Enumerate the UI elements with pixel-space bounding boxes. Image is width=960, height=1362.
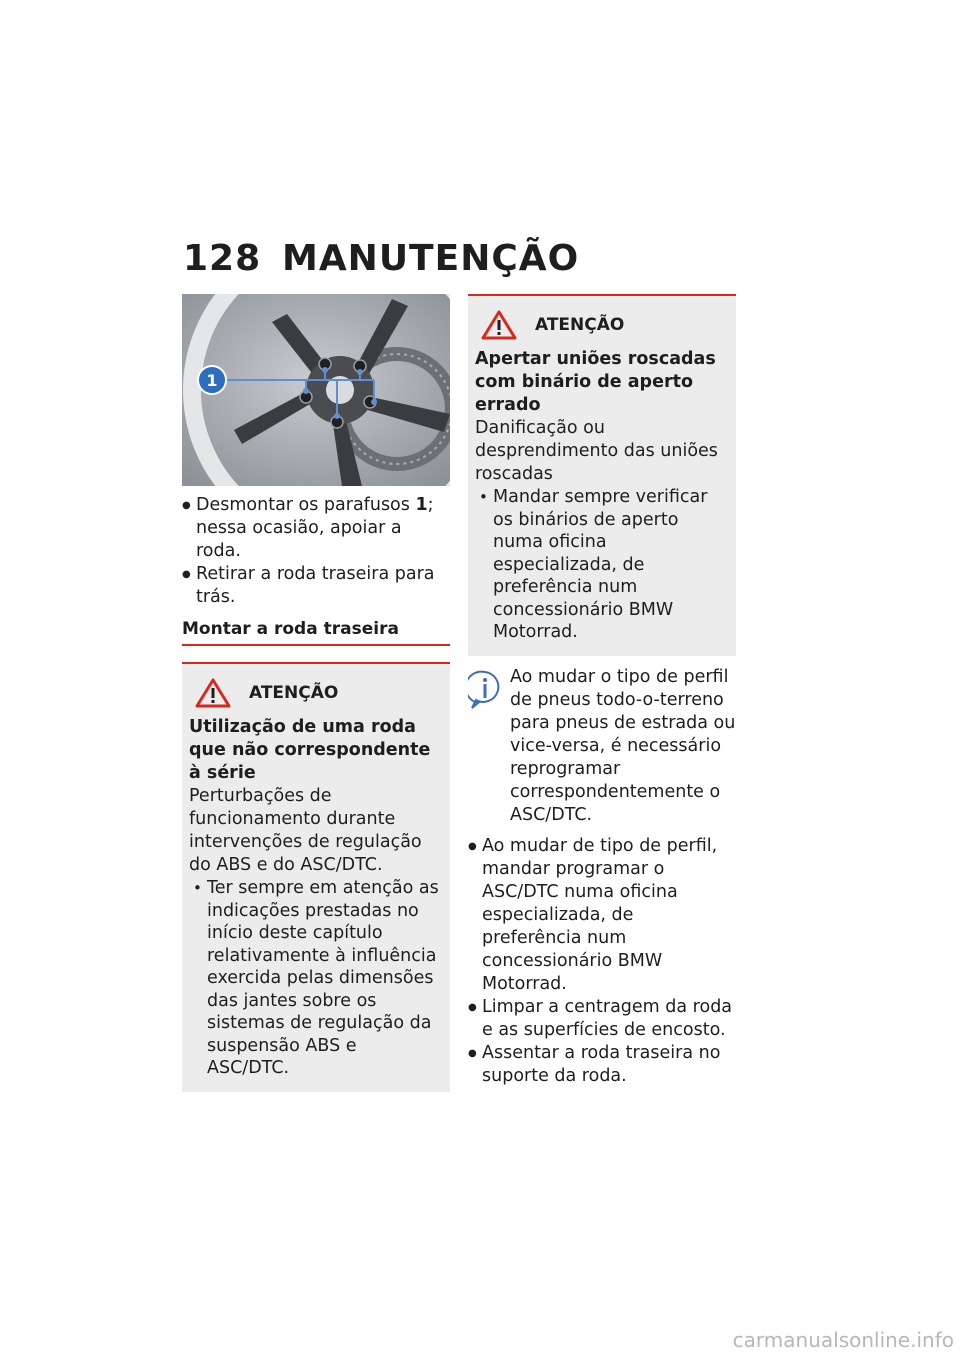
list-item: • Ter sempre em atenção as indicações prestadas no início deste capítulo relativamente à influência exercida pelas dimensões das jantes sobre os sistemas de regulação da suspensão ABS e ASC/DTC.: [189, 877, 443, 1080]
info-text: Ao mudar o tipo de perfil de pneus todo-o-terreno para pneus de estrada ou vice-versa, é necessário reprogramar correspondentemente o ASC/DTC.: [510, 666, 736, 825]
list-item: ● Assentar a roda traseira no suporte da roda.: [468, 1042, 736, 1088]
warning-triangle-icon: [481, 310, 517, 340]
rear-wheel-photo: [182, 294, 450, 486]
watermark: carmanualsonline.info: [732, 1328, 954, 1352]
left-column: [182, 294, 450, 1092]
list-item: ● Ao mudar de tipo de perfil, mandar programar o ASC/DTC numa oficina especializada, de preferência num concessionário BMW Motorrad.: [468, 835, 736, 996]
warning-list: [189, 877, 443, 1080]
photo-callout-1: 1: [206, 371, 218, 390]
warning-heading: Apertar uniões roscadas com binário de aperto errado: [475, 349, 716, 415]
page-title: MANUTENÇÃO: [282, 238, 580, 279]
list-item: ● Limpar a centragem da roda e as superfícies de encosto.: [468, 996, 736, 1042]
page-number: 128: [183, 238, 262, 279]
warning-body: Perturbações de funcionamento durante intervenções de regulação do ABS e do ASC/DTC.: [189, 786, 422, 875]
warning-list: [475, 486, 729, 644]
warning-label: ATENÇÃO: [249, 683, 339, 703]
warning-box: [182, 662, 450, 1092]
list-item: • Mandar sempre verificar os binários de aperto numa oficina especializada, de preferência num concessionário BMW Motorrad.: [475, 486, 729, 644]
info-note: [468, 666, 736, 827]
list-item: ● Desmontar os parafusos 1; nessa ocasião, apoiar a roda.: [182, 494, 450, 563]
right-column: [468, 294, 736, 1088]
warning-triangle-icon: [195, 678, 231, 708]
warning-label: ATENÇÃO: [535, 315, 625, 335]
removal-steps: [182, 494, 450, 609]
list-item: ● Retirar a roda traseira para trás.: [182, 563, 450, 609]
warning-heading: Utilização de uma roda que não correspondente à série: [189, 717, 431, 783]
section-title: Montar a roda traseira: [182, 619, 450, 646]
warning-body: Danificação ou desprendimento das uniões roscadas: [475, 418, 718, 484]
info-icon: [468, 670, 502, 710]
warning-box: [468, 294, 736, 656]
mounting-steps: [468, 835, 736, 1088]
